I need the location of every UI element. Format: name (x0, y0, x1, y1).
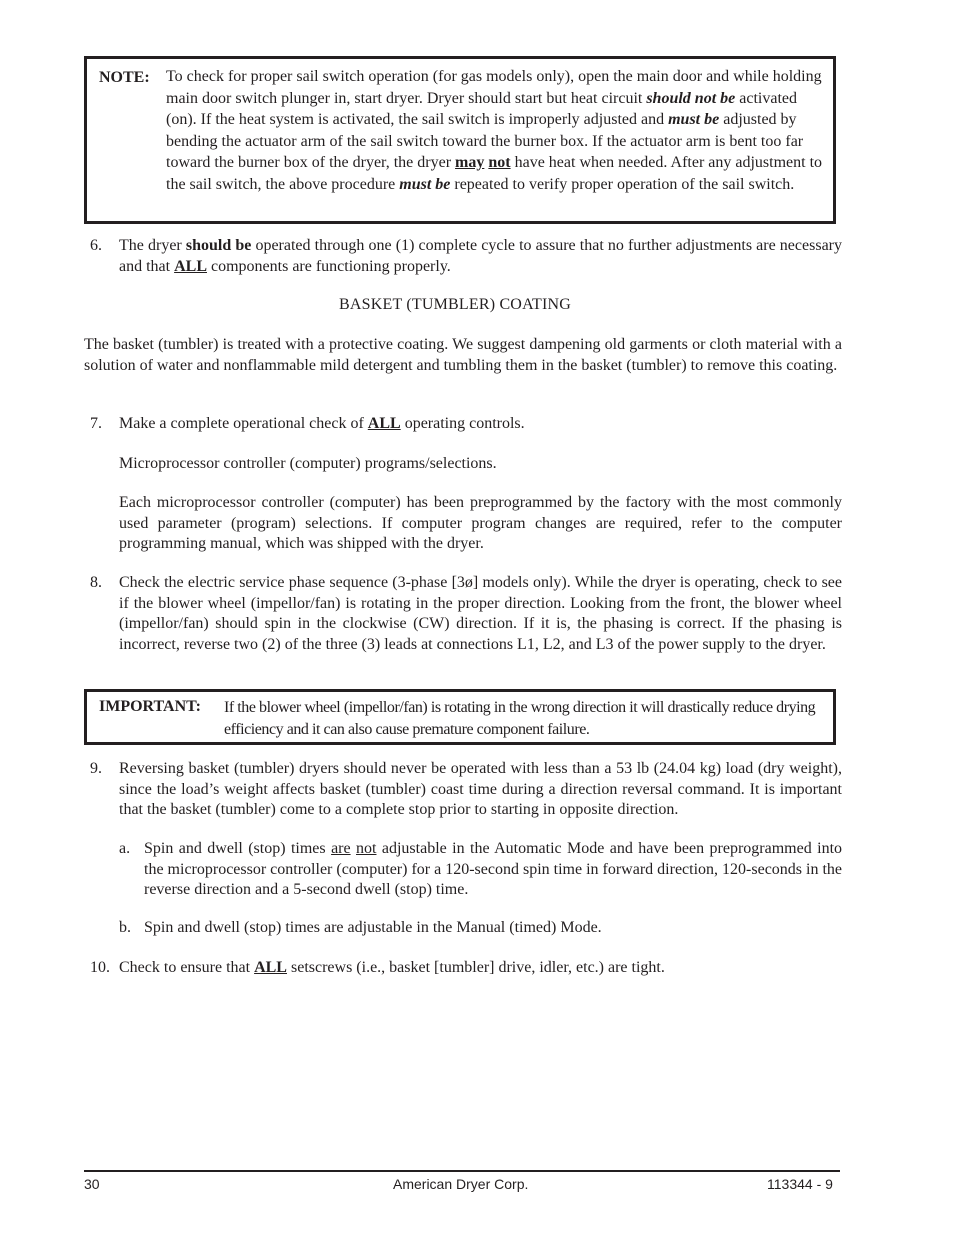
item-9a-text: Spin and dwell (stop) times are not adjustable in the Automatic Mode and have been preprogrammed into the microprocessor controller (computer) for a 120-second spin time in forward direction, 120-seconds in the reverse direction and a 5-second dwell (stop) time. (144, 840, 843, 898)
item-7-number: 7. (90, 415, 102, 432)
item-7-subparagraph: Microprocessor controller (computer) programs/selections. (119, 455, 497, 472)
important-label: IMPORTANT: (99, 698, 201, 715)
document-number: 113344 - 9 (767, 1176, 833, 1192)
footer-rule (84, 1170, 840, 1172)
section-heading: BASKET (TUMBLER) COATING (339, 296, 572, 313)
page-number: 30 (84, 1176, 100, 1192)
item-9b-text: Spin and dwell (stop) times are adjustable in the Manual (timed) Mode. (144, 919, 602, 936)
note-label: NOTE: (99, 69, 150, 86)
coating-paragraph: The basket (tumbler) is treated with a protective coating. We suggest dampening old garments or cloth material with a solution of water and nonflammable mild detergent and tumbling them in the basket (tumbler) to remove this coating. (84, 336, 842, 374)
item-7-text: Make a complete operational check of ALL operating controls. (119, 415, 525, 432)
important-text: If the blower wheel (impellor/fan) is rotating in the wrong direction it will drastically reduce drying efficiency and it can also cause premature component failure. (224, 699, 816, 738)
important-box (84, 689, 836, 745)
item-9-text: Reversing basket (tumbler) dryers should never be operated with less than a 53 lb (24.04 kg) load (dry weight), since the load’s weight affects basket (tumbler) coast time during a direction reversal command. It is important that the basket (tumbler) come to a complete stop prior to starting in opposite direction. (119, 760, 842, 818)
item-9a-letter: a. (119, 840, 131, 857)
company-name: American Dryer Corp. (393, 1176, 529, 1192)
note-box (84, 56, 836, 224)
item-8-text: Check the electric service phase sequence (3-phase [3ø] models only). While the dryer is operating, check to see if the blower wheel (impellor/fan) is rotating in the proper direction. Looking from the front, the blower wheel (impellor/fan) should spin in the clockwise (CW) direction. If it is, the phasing is correct. If the phasing is incorrect, reverse two (2) of the three (3) leads at connections L1, L2, and L3 of the power supply to the dryer. (119, 574, 842, 653)
item-10-text: Check to ensure that ALL setscrews (i.e., basket [tumbler] drive, idler, etc.) are tight. (119, 959, 665, 976)
item-6-number: 6. (90, 237, 102, 254)
item-9b-letter: b. (119, 919, 131, 936)
item-10-number: 10. (90, 959, 110, 976)
item-7-detail-paragraph: Each microprocessor controller (computer) has been preprogrammed by the factory with the most commonly used parameter (program) selections. If computer program changes are required, refer to the computer programming manual, which was shipped with the dryer. (119, 494, 842, 552)
item-8-number: 8. (90, 574, 102, 591)
item-6-text: The dryer should be operated through one (1) complete cycle to assure that no further adjustments are necessary and that ALL components are functioning properly. (119, 237, 842, 275)
note-text: To check for proper sail switch operation (for gas models only), open the main door and while holding main door switch plunger in, start dryer. Dryer should start but heat circuit should not be activated (on). If the heat system is activated, the sail switch is improperly adjusted and must be adjusted by bending the actuator arm of the sail switch toward the burner box. If the actuator arm is bent too far toward the burner box of the dryer, the dryer may not have heat when needed. After any adjustment to the sail switch, the above procedure must be repeated to verify proper operation of the sail switch. (166, 68, 823, 193)
item-9-number: 9. (90, 760, 102, 777)
